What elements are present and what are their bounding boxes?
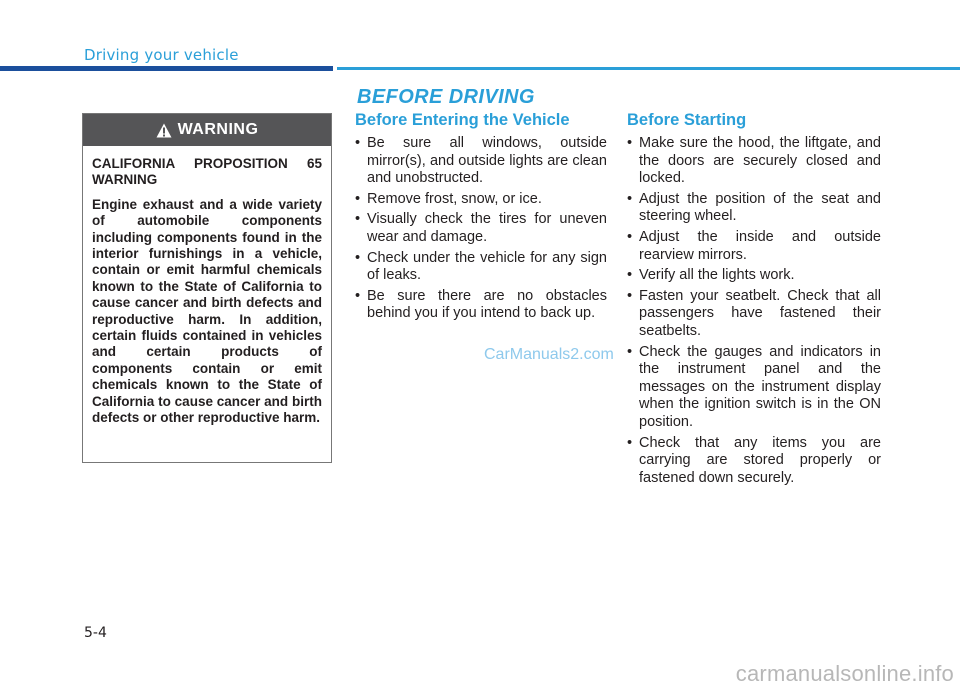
list-item: • Fasten your seatbelt. Check that all passengers have fastened their seatbelts.	[627, 288, 881, 341]
warning-heading: CALIFORNIA PROPOSITION 65 WARNING	[92, 156, 322, 188]
header-bar-dark	[0, 66, 333, 71]
list-item: • Check that any items you are carrying are stored properly or fastened down securely.	[627, 435, 881, 488]
warning-title: WARNING	[177, 121, 259, 138]
list-item: • Make sure the hood, the liftgate, and the doors are securely closed and locked.	[627, 135, 881, 188]
watermark-carmanuals2: CarManuals2.com	[484, 346, 614, 363]
before-entering-list	[355, 135, 607, 323]
warning-body	[83, 146, 331, 427]
warning-box	[82, 113, 332, 463]
before-starting-title: Before Starting	[627, 111, 747, 129]
list-item: • Check under the vehicle for any sign of leaks.	[355, 250, 607, 285]
list-item: • Be sure there are no obstacles behind you if you intend to back up.	[355, 288, 607, 323]
header-bar-light	[337, 67, 960, 70]
list-item: • Remove frost, snow, or ice.	[355, 191, 607, 209]
page-number: 5-4	[84, 625, 107, 641]
section-header: Driving your vehicle	[84, 46, 239, 64]
list-item: • Check the gauges and indicators in the instrument panel and the messages on the instrument display when the ignition switch is in the ON position.	[627, 344, 881, 432]
section-title: BEFORE DRIVING	[357, 86, 535, 108]
list-item: • Adjust the inside and outside rearview mirrors.	[627, 229, 881, 264]
list-item: • Visually check the tires for uneven wear and damage.	[355, 211, 607, 246]
list-item: • Verify all the lights work.	[627, 267, 881, 285]
before-entering-title: Before Entering the Vehicle	[355, 111, 570, 129]
warning-triangle-icon	[156, 123, 172, 138]
list-item: • Adjust the position of the seat and steering wheel.	[627, 191, 881, 226]
list-item: • Be sure all windows, outside mirror(s), and outside lights are clean and unobstructed.	[355, 135, 607, 188]
warning-text: Engine exhaust and a wide variety of automobile components including components found in the interior furnishings in a vehicle, contain or emit harmful chemicals known to the State of California to cause cancer and birth defects and reproductive harm. In addition, certain fluids contained in vehicles and certain products of components contain or emit chemicals known to the State of California to cause cancer and birth defects or other reproductive harm.	[92, 196, 322, 426]
watermark-carmanualsonline: carmanualsonline.info	[735, 661, 954, 686]
before-starting-section	[627, 110, 881, 490]
before-entering-section	[355, 110, 607, 326]
warning-header	[83, 114, 331, 146]
before-starting-list	[627, 135, 881, 487]
